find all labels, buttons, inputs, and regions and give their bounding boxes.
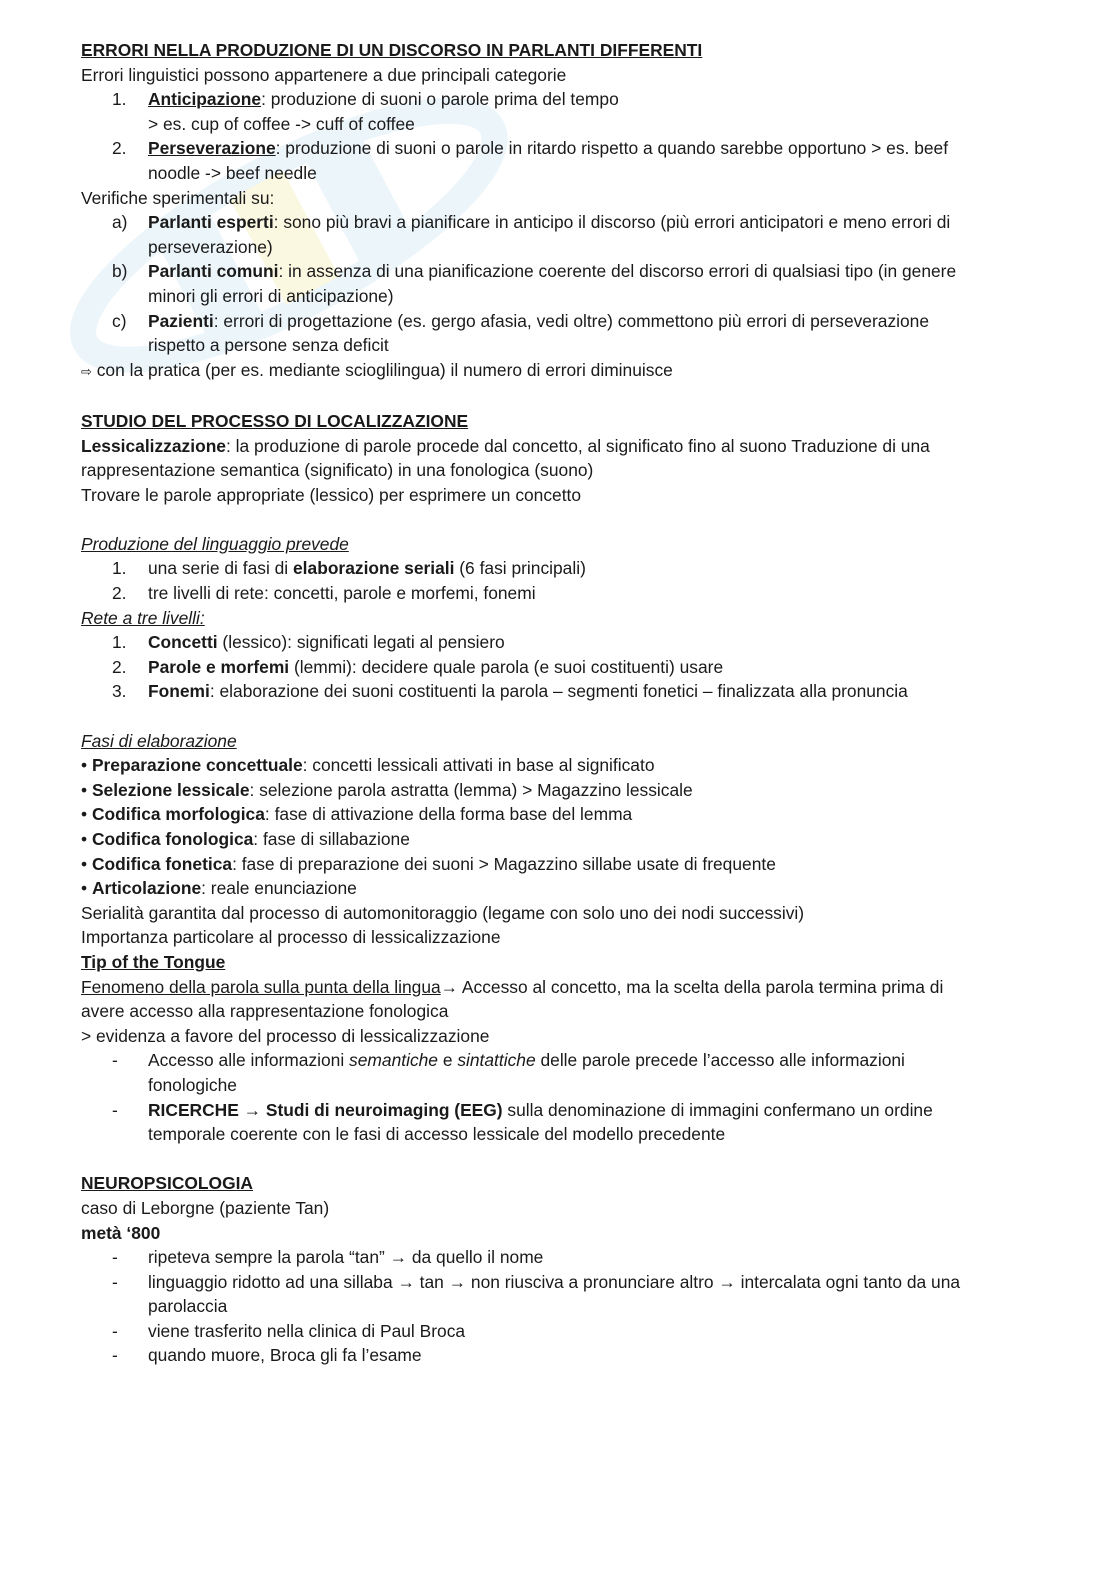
list-item: 1. Anticipazione: produzione di suoni o parole prima del tempo: [112, 89, 619, 110]
intro-text: Errori linguistici possono appartenere a due principali categorie: [81, 64, 567, 85]
meta-text: metà ‘800: [81, 1222, 161, 1243]
section-title-localizzazione: STUDIO DEL PROCESSO DI LOCALIZZAZIONE: [81, 410, 469, 431]
list-item: c) Pazienti: errori di progettazione (es. gergo afasia, vedi oltre) commettono più errori di perseverazione: [112, 310, 930, 331]
term: Pazienti: [148, 310, 214, 331]
verifiche-text: Verifiche sperimentali su:: [81, 187, 275, 208]
subheading-produzione: Produzione del linguaggio prevede: [81, 533, 349, 554]
list-item: 2. Parole e morfemi (lemmi): decidere quale parola (e suoi costituenti) usare: [112, 656, 724, 677]
bullet-icon: •: [81, 829, 88, 849]
dash-item: - RICERCHE → Studi di neuroimaging (EEG) sulla denominazione di immagini confermano un ordine: [112, 1099, 933, 1120]
bullet-icon: •: [81, 779, 88, 800]
term: Parlanti esperti: [148, 212, 274, 233]
serialita-text: Serialità garantita dal processo di automonitoraggio (legame con solo uno dei nodi successivi): [81, 902, 805, 923]
document-page: ERRORI NELLA PRODUZIONE DI UN DISCORSO IN PARLANTI DIFFERENTI Errori linguistici possono appartenere a due principali categorie 1. Anticipazione: produzione di suoni o parole prima del tempo > es. cup of coffee -> cuff of coffee 2. Perseverazione: produzione di suoni o parole in ritardo rispetto a quando sarebbe opportuno > es. beef noodle -> beef needle Verifiche sperimentali su: a) Parlanti esperti: sono più bravi a pianificare in anticipo il discorso (più errori anticipatori e meno errori di perseverazione) b) Parlanti comuni: in assenza di una pianificazione coerente del discorso errori di qualsiasi tipo (in genere minori gli errori di anticipazione) c) Pazienti: errori di progettazione (es. gergo afasia, vedi oltre) commettono più errori di perseverazione rispetto a persone senza deficit ⇨ con la pratica (per es. mediante scioglilingua) il numero di errori diminuisce STUDIO DEL PROCESSO DI LOCALIZZAZIONE Lessicalizzazione: la produzione di parole procede dal concetto, al significato fino al suono Traduzione di una rappresentazione semantica (significato) in una fonologica (suono) Trovare le parole appropriate (lessico) per esprimere un concetto Produzione del linguaggio prevede 1. una serie di fasi di elaborazione seriali (6 fasi principali) 2. tre livelli di rete: concetti, parole e morfemi, fonemi Rete a tre livelli: 1. Concetti (lessico): significati legati al pensiero 2. Parole e morfemi (lemmi): decidere quale parola (e suoi costituenti) usare 3. Fonemi: elaborazione dei suoni costituenti la parola – segmenti fonetici – finalizzata alla pronuncia Fasi di elaborazione • Preparazione concettuale: concetti lessicali attivati in base al significato • Selezione lessicale: selezione parola astratta (lemma) > Magazzino lessicale • Codifica morfologica: fase di attivazione della forma base del lemma • Codifica fonologica: fase di sillabazione • Codifica fonetica: fase di preparazione dei suoni > Magazzino sillabe usate di frequente • Articolazione: reale enunciazione Serialità garantita dal processo di automonitoraggio (legame con solo uno dei nodi successivi) Importanza particolare al processo di lessicalizzazione Tip of the Tongue Fenomeno della parola sulla punta della lingua→ Accesso al concetto, ma la scelta della parola termina prima di avere accesso alla rappresentazione fonologica > evidenza a favore del processo di lessicalizzazione - Accesso alle informazioni semantiche e sintattiche delle parole precede l’accesso alle informazioni fonologiche - RICERCHE → Studi di neuroimaging (EEG) sulla denominazione di immagini confermano un ordine temporale coerente con le fasi di accesso lessicale del modello precedente NEUROPSICOLOGIA caso di Leborgne (paziente Tan) metà ‘800 - ripeteva sempre la parola “tan” → da quello il nome - linguaggio ridotto ad una sillaba → tan → non riusciva a pronunciare altro → intercalata ogni tanto da una parolaccia - viene trasferito nella clinica di Paul Broca - quando muore, Broca gli fa l’esame: [81, 38, 1041, 1368]
list-item: a) Parlanti esperti: sono più bravi a pianificare in anticipo il discorso (più errori anticipatori e meno errori di: [112, 212, 951, 233]
list-item-continuation: minori gli errori di anticipazione): [148, 285, 394, 306]
term: Perseverazione: [148, 138, 276, 159]
bullet-item: • Codifica fonologica: fase di sillabazione: [81, 829, 410, 849]
trovare-text: Trovare le parole appropriate (lessico) per esprimere un concetto: [81, 484, 582, 505]
caso-text: caso di Leborgne (paziente Tan): [81, 1197, 330, 1218]
importanza-text: Importanza particolare al processo di lessicalizzazione: [81, 927, 501, 948]
list-item: 2. tre livelli di rete: concetti, parole e morfemi, fonemi: [112, 583, 536, 604]
subheading-rete: Rete a tre livelli:: [81, 607, 205, 628]
dash-item: - linguaggio ridotto ad una sillaba → tan → non riusciva a pronunciare altro → intercalata ogni tanto da una: [112, 1271, 961, 1292]
bullet-icon: •: [81, 878, 88, 899]
term: Anticipazione: [148, 89, 262, 110]
list-item-continuation: rispetto a persone senza deficit: [148, 335, 389, 356]
subheading-fasi: Fasi di elaborazione: [81, 730, 237, 751]
section-title-errori: ERRORI NELLA PRODUZIONE DI UN DISCORSO IN PARLANTI DIFFERENTI: [81, 40, 703, 60]
tip-title: Tip of the Tongue: [81, 951, 226, 972]
bullet-item: • Articolazione: reale enunciazione: [81, 878, 357, 899]
lessicalizzazione-text: Lessicalizzazione: la produzione di parole procede dal concetto, al significato fino al suono Traduzione di una: [81, 435, 930, 456]
bullet-icon: •: [81, 804, 88, 825]
list-item: 1. Concetti (lessico): significati legati al pensiero: [112, 632, 505, 653]
hollow-arrow-icon: ⇨: [81, 363, 92, 379]
term: Parlanti comuni: [148, 261, 279, 282]
section-title-neuropsicologia: NEUROPSICOLOGIA: [81, 1173, 253, 1194]
bullet-icon: •: [81, 755, 88, 776]
dash-item: - ripeteva sempre la parola “tan” → da quello il nome: [112, 1247, 544, 1268]
tip-text: Fenomeno della parola sulla punta della lingua→ Accesso al concetto, ma la scelta della parola termina prima di: [81, 976, 944, 997]
list-item: b) Parlanti comuni: in assenza di una pianificazione coerente del discorso errori di qualsiasi tipo (in genere: [112, 261, 957, 282]
list-item-continuation: > es. cup of coffee -> cuff of coffee: [148, 113, 415, 134]
bullet-item: • Codifica morfologica: fase di attivazione della forma base del lemma: [81, 804, 633, 825]
bullet-icon: •: [81, 853, 88, 874]
evidenza-text: > evidenza a favore del processo di lessicalizzazione: [81, 1025, 490, 1046]
list-item: 2. Perseverazione: produzione di suoni o parole in ritardo rispetto a quando sarebbe opportuno > es. beef: [112, 138, 949, 159]
dash-item: - viene trasferito nella clinica di Paul Broca: [112, 1320, 466, 1341]
list-item: 1. una serie di fasi di elaborazione seriali (6 fasi principali): [112, 558, 586, 579]
bullet-item: • Preparazione concettuale: concetti lessicali attivati in base al significato: [81, 755, 655, 776]
list-item-continuation: noodle -> beef needle: [148, 162, 317, 183]
conclusion-text: ⇨ con la pratica (per es. mediante scioglilingua) il numero di errori diminuisce: [81, 359, 673, 380]
dash-item: - quando muore, Broca gli fa l’esame: [112, 1345, 422, 1366]
list-item-continuation: perseverazione): [148, 236, 273, 257]
bullet-item: • Codifica fonetica: fase di preparazione dei suoni > Magazzino sillabe usate di frequente: [81, 853, 776, 874]
list-item: 3. Fonemi: elaborazione dei suoni costituenti la parola – segmenti fonetici – finalizzata alla pronuncia: [112, 681, 908, 702]
dash-item: - Accesso alle informazioni semantiche e sintattiche delle parole precede l’accesso alle informazioni: [112, 1050, 905, 1071]
bullet-item: • Selezione lessicale: selezione parola astratta (lemma) > Magazzino lessicale: [81, 779, 693, 800]
